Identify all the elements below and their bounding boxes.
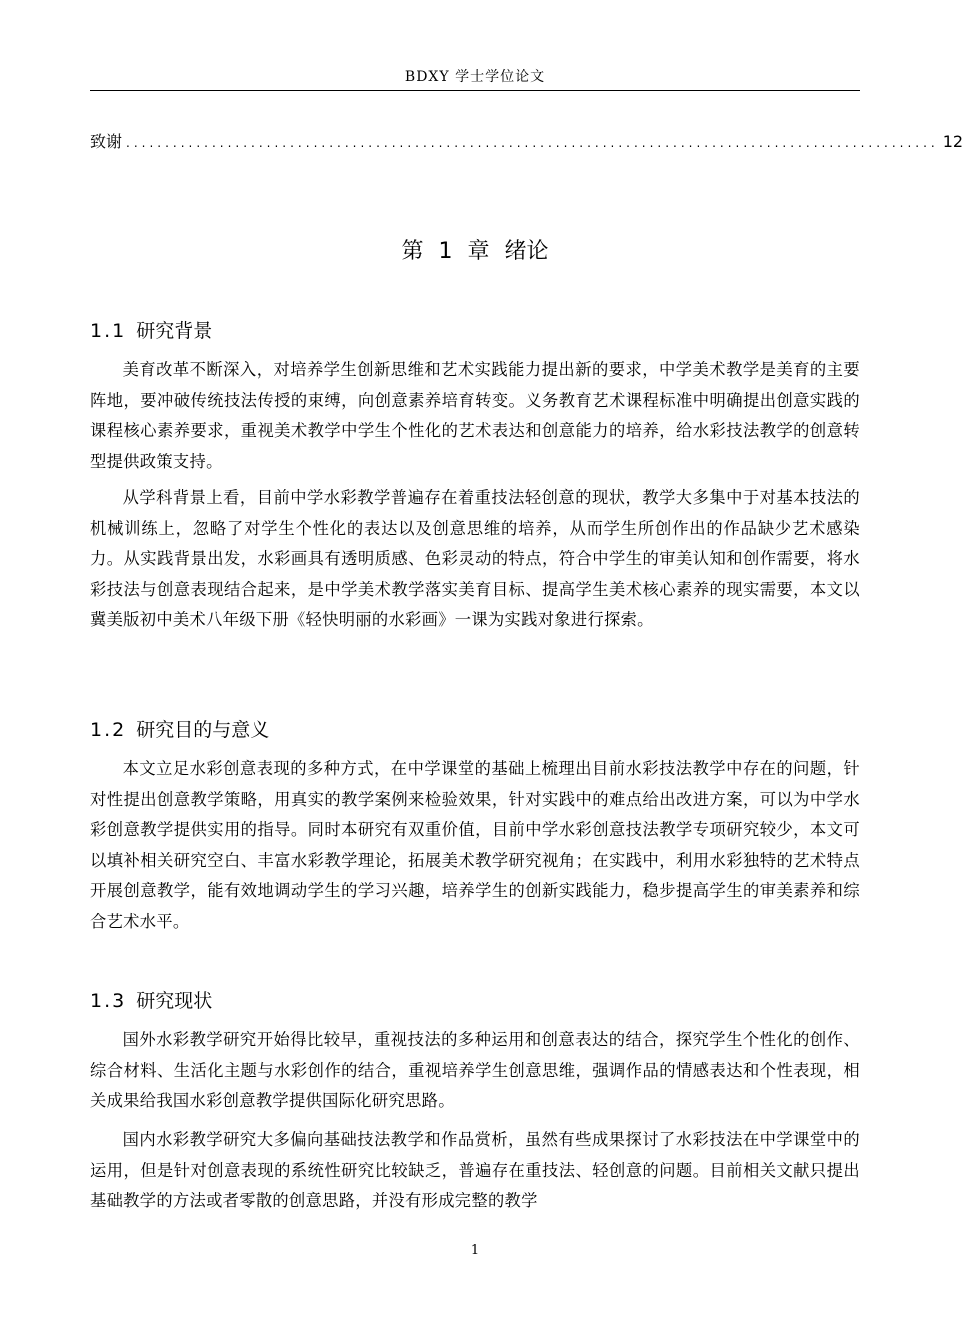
page-number: 1 xyxy=(470,1243,480,1258)
section-title: 研究背景 xyxy=(136,320,213,342)
toc-entry-acknowledgements[interactable] xyxy=(90,129,963,153)
toc-entry-label: 致谢 xyxy=(90,132,123,151)
section-heading-1-1 xyxy=(90,316,860,343)
section-heading-1-3 xyxy=(90,986,860,1013)
paragraph: 国内水彩教学研究大多偏向基础技法教学和作品赏析，虽然有些成果探讨了水彩技法在中学课堂中的运用，但是针对创意表现的系统性研究比较缺乏，普遍存在重技法、轻创意的问题。目前相关文献只提出基础教学的方法或者零散的创意思路，并没有形成完整的教学 xyxy=(90,1130,860,1210)
section-title: 研究现状 xyxy=(136,990,213,1012)
toc-entry-page-number: 12 xyxy=(942,132,963,151)
section-number: 1.3 xyxy=(90,990,127,1012)
section-number: 1.1 xyxy=(90,320,127,342)
paragraph: 国外水彩教学研究开始得比较早，重视技法的多种运用和创意表达的结合，探究学生个性化的创作、综合材料、生活化主题与水彩创作的结合，重视培养学生创意思维，强调作品的情感表达和个性表现，相关成果给我国水彩创意教学提供国际化研究思路。 xyxy=(90,1030,860,1110)
toc-leader-dots: ........................................................................................................ xyxy=(126,136,939,150)
header-rule xyxy=(90,90,860,91)
section-number: 1.2 xyxy=(90,719,127,741)
section-title: 研究目的与意义 xyxy=(136,719,270,741)
paragraph: 从学科背景上看，目前中学水彩教学普遍存在着重技法轻创意的现状，教学大多集中于对基本技法的机械训练上，忽略了对学生个性化的表达以及创意思维的培养，从而学生所创作出的作品缺少艺术感染力。从实践背景出发，水彩画具有透明质感、色彩灵动的特点，符合中学生的审美认知和创作需要，将水彩技法与创意表现结合起来，是中学美术教学落实美育目标、提高学生美术核心素养的现实需要，本文以冀美版初中美术八年级下册《轻快明丽的水彩画》一课为实践对象进行探索。 xyxy=(90,488,860,629)
running-header: BDXY 学士学位论文 xyxy=(404,69,546,85)
chapter-title: 第 1 章 绪论 xyxy=(401,239,549,264)
section-heading-1-2 xyxy=(90,715,860,742)
paragraph: 本文立足水彩创意表现的多种方式，在中学课堂的基础上梳理出目前水彩技法教学中存在的问题，针对性提出创意教学策略，用真实的教学案例来检验效果，针对实践中的难点给出改进方案，可以为中学水彩创意教学提供实用的指导。同时本研究有双重价值，目前中学水彩创意技法教学专项研究较少，本文可以填补相关研究空白、丰富水彩教学理论，拓展美术教学研究视角；在实践中，利用水彩独特的艺术特点开展创意教学，能有效地调动学生的学习兴趣，培养学生的创新实践能力，稳步提高学生的审美素养和综合艺术水平。 xyxy=(90,759,860,931)
paragraph: 美育改革不断深入，对培养学生创新思维和艺术实践能力提出新的要求，中学美术教学是美育的主要阵地，要冲破传统技法传授的束缚，向创意素养培育转变。义务教育艺术课程标准中明确提出创意实践的课程核心素养要求，重视美术教学中学生个性化的艺术表达和创意能力的培养，给水彩技法教学的创意转型提供政策支持。 xyxy=(90,360,860,471)
